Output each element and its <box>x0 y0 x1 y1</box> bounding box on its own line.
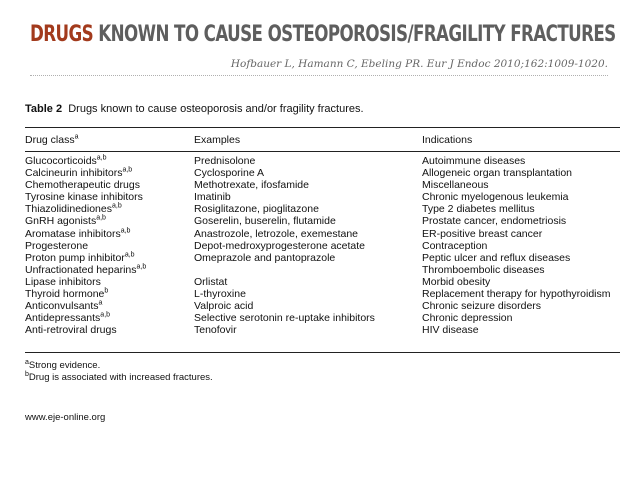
indication-cell: Prostate cancer, endometriosis <box>422 215 567 228</box>
title-divider <box>30 75 608 76</box>
header-drug-class: Drug class$^a$ <box>25 133 79 146</box>
examples-cell: Rosiglitazone, pioglitazone <box>194 203 319 216</box>
indication-cell: Chronic seizure disorders <box>422 300 542 313</box>
examples-cell: Omeprazole and pantoprazole <box>194 251 336 264</box>
examples-cell: Prednisolone <box>194 155 256 167</box>
table-row <box>25 288 620 300</box>
header-indications: Indications <box>422 133 473 146</box>
citation: Hofbauer L, Hamann C, Ebeling PR. Eur J Endoc 2010;162:1009-1020. <box>230 58 608 70</box>
drug-class-cell: Progesterone <box>25 239 89 252</box>
drug-class-cell: GnRH agonists$^{a,b}$ <box>25 214 106 228</box>
examples-cell: L-thyroxine <box>194 288 246 301</box>
indication-cell: ER-positive breast cancer <box>422 227 543 240</box>
indication-cell: Replacement therapy for hypothyroidism <box>422 288 611 301</box>
table-row <box>25 312 620 324</box>
indication-cell: Autoimmune diseases <box>422 155 526 167</box>
table-row <box>25 228 620 240</box>
examples-cell: Methotrexate, ifosfamide <box>194 179 309 192</box>
indication-cell: Thromboembolic diseases <box>422 263 545 276</box>
footnote-a: $^a$Strong evidence. <box>25 358 101 371</box>
table-header-row <box>25 128 620 151</box>
header-examples: Examples <box>194 133 241 146</box>
indication-cell: Morbid obesity <box>422 275 491 288</box>
drug-class-cell: Anti-retroviral drugs <box>25 324 117 337</box>
indication-cell: Chronic myelogenous leukemia <box>422 191 569 204</box>
drug-class-cell: Thiazolidinediones$^{a,b}$ <box>25 202 122 216</box>
slide-title <box>30 22 616 48</box>
indication-cell: Allogeneic organ transplantation <box>422 167 573 180</box>
drug-class-cell: Calcineurin inhibitors$^{a,b}$ <box>25 166 133 180</box>
footnote-b: $^b$Drug is associated with increased fractures. <box>25 370 213 383</box>
table-caption-label: Table 2 <box>25 103 63 115</box>
drug-class-cell: Lipase inhibitors <box>25 275 101 288</box>
indication-cell: Peptic ulcer and reflux diseases <box>422 251 571 264</box>
examples-cell: Valproic acid <box>194 300 254 313</box>
drugs-table <box>25 128 620 336</box>
drug-class-cell: Thyroid hormone$^b$ <box>25 287 109 301</box>
examples-cell: Orlistat <box>194 275 228 288</box>
examples-cell <box>194 264 422 276</box>
drug-class-cell: Chemotherapeutic drugs <box>25 179 140 192</box>
table-row <box>25 203 620 215</box>
indication-cell: Contraception <box>422 239 488 252</box>
table-caption-text: Drugs known to cause osteoporosis and/or fragility fractures. <box>68 103 364 115</box>
table-row <box>25 324 620 336</box>
examples-cell: Anastrozole, letrozole, exemestane <box>194 227 359 240</box>
table-row <box>25 179 620 191</box>
drug-class-cell: Unfractionated heparins$^{a,b}$ <box>25 263 147 276</box>
indication-cell: Miscellaneous <box>422 179 489 192</box>
table-bottom-rule <box>25 352 620 353</box>
table-body <box>25 151 620 336</box>
drug-class-cell: Glucocorticoids$^{a,b}$ <box>25 154 107 167</box>
examples-cell: Tenofovir <box>194 324 237 337</box>
table-row <box>25 240 620 252</box>
indication-cell: HIV disease <box>422 324 479 337</box>
examples-cell: Cyclosporine A <box>194 167 265 180</box>
examples-cell: Selective serotonin re-uptake inhibitors <box>194 312 375 325</box>
table-row <box>25 191 620 203</box>
table-row <box>25 167 620 179</box>
drug-class-cell: Tyrosine kinase inhibitors <box>25 191 143 204</box>
table-footnotes <box>25 360 213 384</box>
indication-cell: Chronic depression <box>422 312 513 325</box>
table-caption <box>25 103 364 115</box>
drug-class-cell: Aromatase inhibitors$^{a,b}$ <box>25 227 131 240</box>
examples-cell: Goserelin, buserelin, flutamide <box>194 215 336 228</box>
title-rest: KNOWN TO CAUSE OSTEOPOROSIS/FRAGILITY FRACTURES <box>93 22 616 47</box>
table-row <box>25 264 620 276</box>
table-row <box>25 151 620 167</box>
table-row <box>25 276 620 288</box>
table-row <box>25 300 620 312</box>
website-url: www.eje-online.org <box>25 412 106 423</box>
indication-cell: Type 2 diabetes mellitus <box>422 203 535 216</box>
examples-cell: Imatinib <box>194 191 231 204</box>
table-row <box>25 252 620 264</box>
title-accent: DRUGS <box>30 22 94 47</box>
table-row <box>25 215 620 227</box>
drug-class-cell: Antidepressants$^{a,b}$ <box>25 311 111 325</box>
examples-cell: Depot-medroxyprogesterone acetate <box>194 239 366 252</box>
drug-class-cell: Anticonvulsants$^a$ <box>25 299 103 313</box>
drug-class-cell: Proton pump inhibitor$^{a,b}$ <box>25 251 135 264</box>
